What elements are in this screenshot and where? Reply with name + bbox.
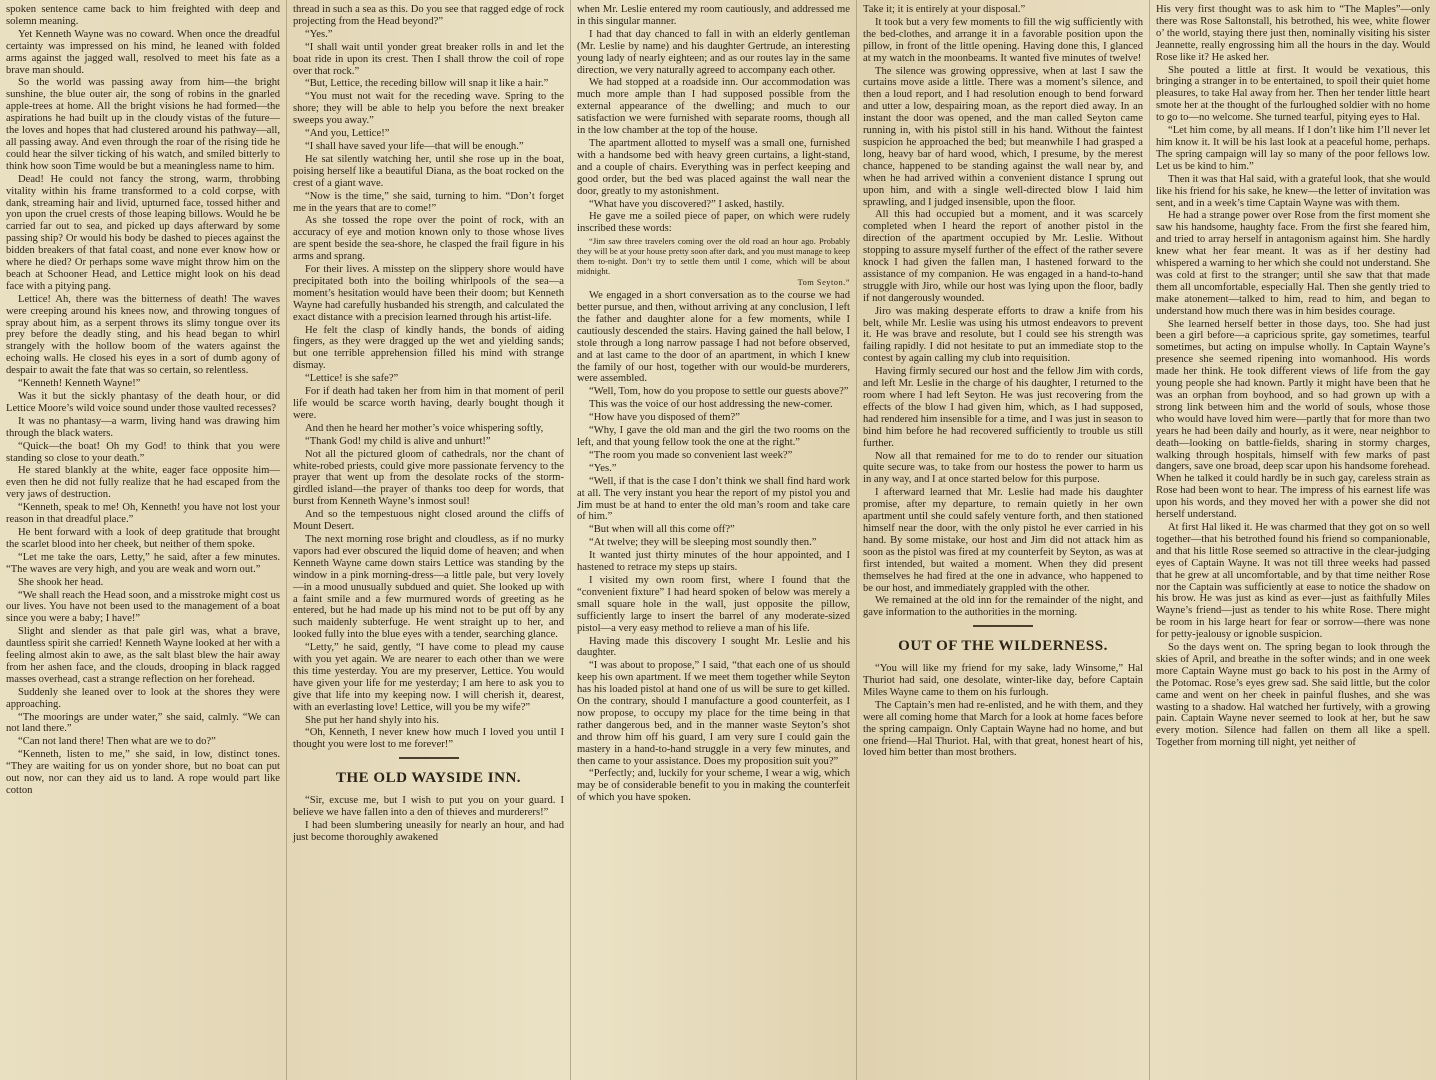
paragraph: This was the voice of our host addressing the new-comer. [589, 399, 833, 411]
paragraph: And so the tempestuous night closed around the cliffs of Mount Desert. [293, 509, 564, 533]
paragraph: The silence was growing oppressive, when at last I saw the curtains move aside a little. There was a moment’s silence, and then a loud report, and I had resolution enough to bend forward and utter a low, despairing moan, as the report died away. In an instant the door was opened, and the man called Seyton came running in, with his pistol still in his hand. Without the faintest suspicion he approached the bed; but meanwhile I had grasped a long, heavy bar of hard wood, which, I presume, by the merest chance, happened to be standing against the wall near by, and when he had arrived within a convenient distance I sprung out upon him, and with a single well-directed blow I laid him sprawling, and I judged insensible, upon the floor. [863, 65, 1143, 208]
paragraph: She learned herself better in those days, too. She had just been a girl before—a capricious sprite, gay sometimes, tearful sometimes, but acting on impulse wholly. In Captain Wayne’s presence she seemed ripening into womanhood. His words made her think. He took different views of life from the gay young people she had known. Partly it might have been that he was an orphan from boyhood, and so had grown up with a strong link between him and the world of souls, whose those who would have loved him were—partly that for more than two years he had been daily and hourly, as it were, near neighbor to death—looking on battle-fields, sharing in stormy charges, walking through hospitals, himself with few marks of past dangers, save one broad, deep scar upon his handsome forehead. When he talked it could hardly be in such gay, careless strain as Rose had been wont to hear. The impress of his earnest life was upon his words, and they moved her with a power she did not herself understand. [1156, 318, 1430, 521]
paragraph: “Kenneth! Kenneth Wayne!” [18, 378, 141, 390]
paragraph: “We shall reach the Head soon, and a misstroke might cost us our lives. You have not been used to the management of a boat since you were a baby; I have!” [6, 589, 280, 625]
paragraph: His very first thought was to ask him to “The Maples”—only there was Rose Saltonstall, his betrothed, his wee, white flower o’ the world, staying there just then, nominally visiting his sister Jeannette, really engrossing him all the hours in the day. Would Rose like it? He asked her. [1156, 4, 1430, 63]
paragraph: when Mr. Leslie entered my room cautiously, and addressed me in this singular manner. [577, 4, 850, 27]
paragraph: “Yes.” [305, 28, 333, 40]
paragraph: He had a strange power over Rose from the first moment she saw his handsome, haughty face. From the first she feared him, and tried to array herself in antagonism against him. She hardly knew what her fear meant. It was as if her destiny had whispered a warning to her which she could not understand. She was cold at first to the stranger; until she saw that that made them all uncomfortable, especially Hal. Then she gently tried to make atonement—talked to him, read to him, and began to understand how much there was in him besides courage. [1156, 210, 1430, 317]
paragraph: So the world was passing away from him—the bright sunshine, the blue outer air, the song of robins in the gnarled apple-trees at home. All the bright visions he had formed—the aspirations he had built up in the cloudy vistas of the future—the loves and hopes that had clustered around his pathway—all, all passing away. And even through the roar of the rising tide he could hear the silver ticking of his watch, and smiled bitterly to think how soon Time would be but a meaningless name to him. [6, 77, 280, 172]
paragraph: “I was about to propose,” I said, “that each one of us should keep his own apartment. If we meet them together while Seyton has his loaded pistol at hand one of us will be sure to get killed. On the contrary, should I manufacture a good counterfeit, as I now propose, to occupy my place for the time being in that rather dangerous bed, and in the manner waste Seyton’s shot and throw him off his guard, I am very sure I could gain the mastery in a hand-to-hand struggle in a very few minutes, and then came to your assistance. Does my proposition suit you?” [577, 660, 850, 767]
paragraph: “The moorings are under water,” she said, calmly. “We can not land there.” [6, 711, 280, 735]
quoted-note: “Jim saw three travelers coming over the old road an hour ago. Probably they will be at your house pretty soon after dark, and you must manage to keep them to-night. Don’t try to settle them until I come, which will be about midnight. [577, 236, 850, 277]
paragraph: We had stopped at a roadside inn. Our accommodation was much more ample than I had supposed possible from the external appearance of the dwelling; and much to our satisfaction we were furnished with separate rooms, though all in the low chamber at the top of the house. [577, 77, 850, 137]
paragraph: “And you, Lettice!” [305, 128, 390, 140]
paragraph: She put her hand shyly into his. [305, 714, 439, 726]
paragraph: “I shall wait until yonder great breaker rolls in and let the boat ride in upon its crest. Then I shall throw the coil of rope over that rock.” [293, 41, 564, 77]
paragraph: “Letty,” he said, gently, “I have come to plead my cause with you yet again. We are nearer to each other than we were this time yesterday. You are my preserver, Lettice. You would have given your life for me yesterday; I am here to ask you to give that life into my keeping now. I will cherish it, dearest, with an everlasting love! Lettice, will you be my wife?” [293, 642, 564, 713]
paragraph: “But, Lettice, the receding billow will snap it like a hair.” [305, 78, 549, 90]
paragraph: He gave me a soiled piece of paper, on which were rudely inscribed these words: [577, 211, 850, 235]
paragraph: So the days went on. The spring began to look through the skies of April, and breathe in the softer winds; and in one week more Captain Wayne must go back to his post in the Army of the Potomac. Rose’s eyes grew sad. She said little, but the color came and went on her cheek in painful flushes, and she was wasting to a shadow. Hal watched her furtively, with a growing pain. Captain Wayne never seemed to look at her, but he saw every motion. Silence had fallen on them all like a spell. Together from morning till night, yet neither of [1156, 642, 1430, 749]
paragraph: All this had occupied but a moment, and it was scarcely completed when I heard the report of another pistol in the direction of the apartment occupied by Mr. Leslie. Without stopping to assure myself further of the effect of the rather severe knock I had given the fallen man, I hastened forward to the assistance of my companion. He was engaged in a hand-to-hand struggle with Jiro, while our host was lying upon the floor, badly if not dangerously wounded. [863, 209, 1143, 304]
paragraph: “Let him come, by all means. If I don’t like him I’ll never let him know it. It will be his last look at a peaceful home, perhaps. The spring campaign will lay so many of the poor fellows low. Let us be kind to him.” [1156, 125, 1430, 172]
note-signature: Tom Seyton.” [797, 278, 850, 288]
paragraph: I visited my own room first, where I found that the “convenient fixture” I had heard spoken of below was merely a small square hole in the wall, just opposite the pillow, sufficiently large to insert the barrel of any moderate-sized pistol—a very easy method to relieve a man of his life. [577, 574, 850, 634]
paragraph: He stared blankly at the white, eager face opposite him—even then he did not fully realize that he had escaped from the very jaws of destruction. [6, 465, 280, 501]
paragraph: “What have you discovered?” I asked, hastily. [589, 198, 785, 210]
paragraph: It wanted just thirty minutes of the hour appointed, and I hastened to retrace my steps up stairs. [577, 550, 850, 574]
paragraph: Then it was that Hal said, with a grateful look, that she would like his friend for his sake, he knew—the letter of invitation was sent, and in a week’s time Captain Wayne was with them. [1156, 173, 1430, 209]
heading-rule [399, 757, 459, 759]
paragraph: Having made this discovery I sought Mr. Leslie and his daughter. [577, 635, 850, 659]
paragraph: As she tossed the rope over the point of rock, with an accuracy of eye and motion known only to those whose lives are spent beside the sea-shore, he clasped the frail figure in his arms and sprang. [293, 215, 564, 263]
paragraph: Jiro was making desperate efforts to draw a knife from his belt, while Mr. Leslie was using his utmost endeavors to prevent it. He was brave and resolute, but I could see his strength was failing rapidly. I did not hesitate to put an immediate stop to the contest by again calling my club into requisition. [863, 305, 1143, 365]
paragraph: For if death had taken her from him in that moment of peril life would be scarce worth having, dearly bought though it were. [293, 386, 564, 421]
paragraph: “Kenneth, listen to me,” she said, in low, distinct tones. “They are waiting for us on yonder shore, but no boat can put out now, nor can they aid us to land. A rope would part like cotton [6, 749, 280, 796]
paragraph: I had been slumbering uneasily for nearly an hour, and had just become thoroughly awakened [293, 820, 564, 843]
paragraph: “Lettice! is she safe?” [305, 373, 399, 385]
paragraph: “I shall have saved your life—that will be enough.” [305, 140, 524, 152]
paragraph: It took but a very few moments to fill the wig sufficiently with the bed-clothes, and arrange it in a favorable position upon the pillow, in front of the little opening. Having done this, I glanced at my watch in the moonbeams. It wanted five minutes of twelve! [863, 16, 1143, 64]
paragraph: “Perfectly; and, luckily for your scheme, I wear a wig, which may be of considerable benefit to you in making the counterfeit of which you have spoken. [577, 768, 850, 804]
column-4 [857, 0, 1149, 1080]
paragraph: “But when will all this come off?” [589, 524, 735, 536]
paragraph: “Kenneth, speak to me! Oh, Kenneth! you have not lost your reason in that dreadful place.” [6, 502, 280, 526]
paragraph: Yet Kenneth Wayne was no coward. When once the dreadful certainty was impressed on his mind, he leaned with folded arms against the jagged wall, resolved to meet his fate as a brave man should. [6, 28, 280, 76]
column-2 [287, 0, 570, 1080]
column-5 [1150, 0, 1436, 1080]
paragraph: Suddenly she leaned over to look at the shores they were approaching. [6, 686, 280, 710]
paragraph: “Sir, excuse me, but I wish to put you on your guard. I believe we have fallen into a den of thieves and murderers!” [293, 795, 564, 819]
paragraph: “Let me take the oars, Letty,” he said, after a few minutes. “The waves are very high, and you are weak and worn out.” [6, 551, 280, 575]
paragraph: Now all that remained for me to do to render our situation quite secure was, to take from our hostess the power to harm us in any way, and I at once started below for this purpose. [863, 450, 1143, 486]
paragraph: For their lives. A misstep on the slippery shore would have precipitated both into the boiling whirlpools of the sea—a moment’s hesitation would have been their doom; but Kenneth Wayne had carefully husbanded his strength, and calculated the exact distance with a precision learned through his artist-life. [293, 264, 564, 323]
paragraph: She shook her head. [18, 576, 104, 588]
paragraph: The next morning rose bright and cloudless, as if no murky vapors had ever obscured the liquid dome of heaven; and when Kenneth Wayne came down stairs Lettice was standing by the window in a pink morning-dress—a little pale, but very lovely—in a mood unusually subdued and quiet. She looked up with a faint smile and a few murmured words of greeting as he entered, but he had made up his mind not to be put off by any such maidenly subterfuge. He went straight up to her, and looked fully into the blue eyes with a tender, searching glance. [293, 533, 564, 641]
paragraph: “Oh, Kenneth, I never knew how much I loved you until I thought you were lost to me forever!” [293, 727, 564, 751]
paragraph: He bent forward with a look of deep gratitude that brought the scarlet blood into her cheek, but neither of them spoke. [6, 526, 280, 550]
paragraph: “Well, if that is the case I don’t think we shall find hard work at all. The very instant you hear the report of my pistol you and Jim must be at hand to enter the old man’s room and take care of him.” [577, 475, 850, 523]
paragraph: She pouted a little at first. It would be vexatious, this bringing a stranger in to be entertained, to spoil their quiet home pleasures, to take Hal away from her. Then her tender little heart smote her at the thought of the furloughed soldier with no home to go to—no welcome. She turned tearful, pitying eyes to Hal. [1156, 64, 1430, 124]
paragraph: Lettice! Ah, there was the bitterness of death! The waves were creeping around his knees now, and throwing tongues of spray about him, as a serpent throws its slimy tongue over its prey before the deadly sting, and his head began to whirl strangely with the hollow boom of the waters against the echoing walls. He closed his eyes in a sort of dumb agony of despair to await the fate that was so certain, so relentless. [6, 293, 280, 377]
story-heading-old-wayside-inn: THE OLD WAYSIDE INN. [335, 770, 522, 787]
story-heading-out-of-the-wilderness: OUT OF THE WILDERNESS. [898, 638, 1108, 655]
paragraph: “Quick—the boat! Oh my God! to think that you were standing so close to your death.” [6, 440, 280, 464]
paragraph: “Well, Tom, how do you propose to settle our guests above?” [589, 386, 849, 398]
paragraph: The Captain’s men had re-enlisted, and he with them, and they were all coming home that March for a look at home faces before the spring campaign. Only Captain Wayne had no home, and but one friend—Hal Thuriot. Hal, with that great, honest heart of his, loved him better than most brothers. [863, 699, 1143, 759]
paragraph: At first Hal liked it. He was charmed that they got on so well together—that his betrothed found his friend so companionable, and that his little Rose seemed so attractive in the clear-judging eyes of Captain Wayne. It was not till three weeks had passed that he grew at all uncomfortable, and by that time neither Rose nor the Captain was sufficiently at ease to notice the shadow on his brow. He was just as kind as ever—just as faithfully Miles Wayne’s friend—just as tender to his white Rose. There might be room in his large heart for fear or sorrow—there was none for petty-jealousy or ignoble suspicion. [1156, 521, 1430, 641]
paragraph: It was no phantasy—a warm, living hand was drawing him through the black waters. [6, 415, 280, 439]
paragraph: I had that day chanced to fall in with an elderly gentleman (Mr. Leslie by name) and his daughter Gertrude, an interesting young lady of nearly eighteen; and as our routes lay in the same direction, we very naturally agreed to accompany each other. [577, 28, 850, 76]
paragraph: spoken sentence came back to him freighted with deep and solemn meaning. [6, 4, 280, 27]
paragraph: “Yes.” [589, 462, 617, 474]
paragraph: He sat silently watching her, until she rose up in the boat, poising herself like a beautiful Diana, as the boat rocked on the crest of a giant wave. [293, 153, 564, 189]
column-3 [571, 0, 856, 1080]
paragraph: “The room you made so convenient last week?” [589, 449, 793, 461]
paragraph: He felt the clasp of kindly hands, the bonds of aiding fingers, as they were dragged up the wet and yielding sands; but one terrible apprehension filled his mind with strange dismay. [293, 324, 564, 372]
paragraph: “Why, I gave the old man and the girl the two rooms on the left, and that young fellow took the one at the right.” [577, 425, 850, 448]
paragraph: Take it; it is entirely at your disposal.” [863, 4, 1026, 15]
heading-rule [973, 625, 1033, 627]
paragraph: The apartment allotted to myself was a small one, furnished with a handsome bed with heavy green curtains, a light-stand, and a couple of chairs. Everything was in perfect keeping and good order, but the bed was placed against the wall near the door, greatly to my astonishment. [577, 137, 850, 197]
paragraph: Was it but the sickly phantasy of the death hour, or did Lettice Moore’s wild voice sound under those vaulted recesses? [6, 391, 280, 414]
paragraph: “At twelve; they will be sleeping most soundly then.” [589, 537, 817, 549]
paragraph: Slight and slender as that pale girl was, what a brave, dauntless spirit she carried! Kenneth Wayne looked at her with a feeling almost akin to awe, as the salt blast blew the hair away from her ashen face, and the clouds, drooping in black ragged masses overhead, cast a strange reflection on her forehead. [6, 626, 280, 685]
paragraph: We remained at the old inn for the remainder of the night, and gave information to the authorities in the morning. [863, 595, 1143, 619]
paragraph: “You must not wait for the receding wave. Spring to the shore; they will be able to help you before the next breaker sweeps you away.” [293, 91, 564, 127]
paragraph: “You will like my friend for my sake, lady Winsome,” Hal Thuriot had said, one desolate, winter-like day, before Captain Miles Wayne came to them on his furlough. [863, 663, 1143, 698]
paragraph: I afterward learned that Mr. Leslie had made his daughter promise, after my departure, to remain quietly in her own apartment until she could safely venture forth, and then stationed himself near the door, with the only pistol he ever carried in his hand. By some mistake, our host and Jim did not attack him as soon as the pistol was fired at my counterfeit by Seyton, as was at first intended, but waited a moment. When they did present themselves he had fired at the one in advance, who happened to be our host, and immediately grappled with the other. [863, 487, 1143, 594]
paragraph: “Thank God! my child is alive and unhurt!” [305, 435, 491, 447]
paragraph: “Can not land there! Then what are we to do?” [18, 736, 216, 748]
column-1 [0, 0, 286, 1080]
paragraph: “Now is the time,” she said, turning to him. “Don’t forget me in the years that are to come!” [293, 190, 564, 214]
paragraph: “How have you disposed of them?” [589, 412, 740, 424]
paragraph: Having firmly secured our host and the fellow Jim with cords, and left Mr. Leslie in the charge of his daughter, I returned to the room where I had left Seyton. He was just recovering from the effects of the blow I had given him, which, as I had supposed, had rendered him insensible for a time, and I was just in season to bind him before he had recovered sufficiently to trouble us still further. [863, 366, 1143, 449]
paragraph: We engaged in a short conversation as to the course we had better pursue, and then, without arriving at any conclusion, I left the father and daughter alone for a few moments, while I cautiously descended the stairs. Having gained the hall below, I stole through a long narrow passage I had not before observed, and at last came to the door of an apartment, in which I knew the family of our host, together with our would-be murderers, were assembled. [577, 290, 850, 385]
paragraph: Dead! He could not fancy the strong, warm, throbbing vitality within his frame transformed to a cold corpse, with dank, streaming hair and livid, upturned face, tossed hither and yon upon the cruel crests of those leaping billows. Would he be carried far out to sea, and picked up days afterward by some passing ship? Or would his body be dashed to pieces against the bidden breakers of that fatal coast, and none ever know how or where he died? Or perhaps some wave might throw him on the beach at Schooner Head, and Lettice might look on his dead face with a pitying pang. [6, 173, 280, 292]
paragraph: Not all the pictured gloom of cathedrals, nor the chant of white-robed priests, could give more passionate fervency to the prayer that went up from the desolate rocks of the storm-girdled island—the prayer of thanks too deep for words, that burst from Kenneth Wayne’s inmost soul! [293, 448, 564, 508]
paragraph: And then he heard her mother’s voice whispering softly, [305, 422, 544, 434]
paragraph: thread in such a sea as this. Do you see that ragged edge of rock projecting from the Head beyond?” [293, 4, 564, 27]
